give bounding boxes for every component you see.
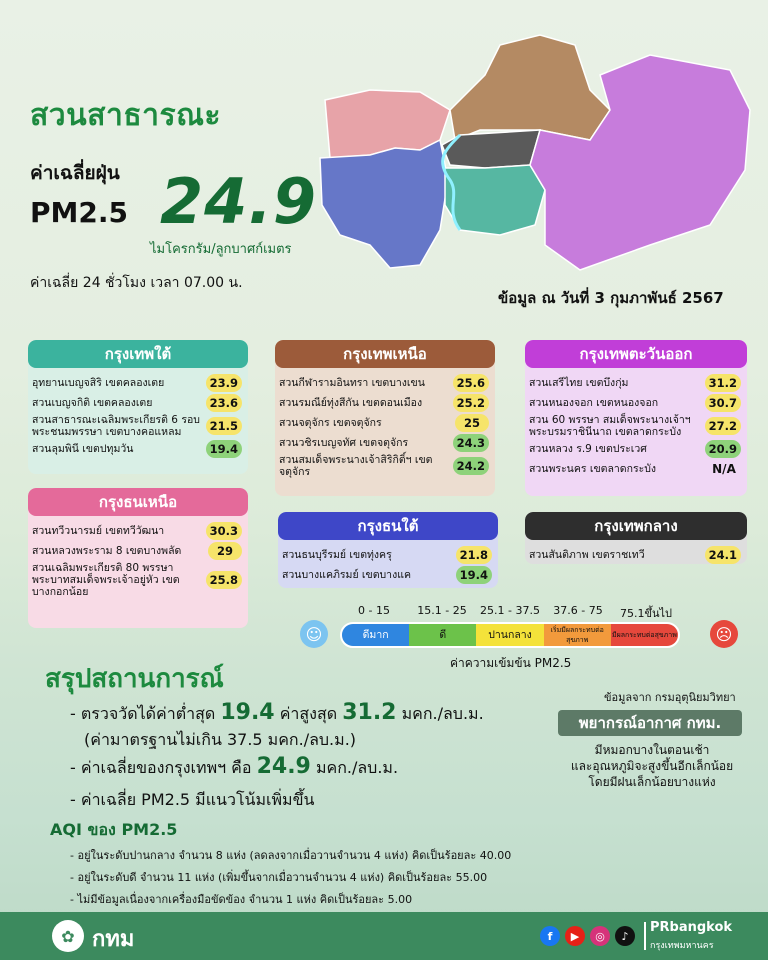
instagram-icon[interactable]: ◎ [590,926,610,946]
park-name: สวนธนบุรีรมย์ เขตทุ่งครุ [282,549,392,561]
scale-range-label: 0 - 15 [358,604,390,617]
park-name: สวนลุมพินี เขตปทุมวัน [32,443,134,455]
park-name: สวนกีฬารามอินทรา เขตบางเขน [279,377,425,389]
park-name: สวนเฉลิมพระเกียรติ 80 พรรษา พระบาทสมเด็จพระเจ้าอยู่หัว เขตบางกอกน้อย [32,562,180,598]
pm-value-badge: 21.5 [206,417,242,435]
zone-list-thonburi-north [28,516,248,604]
park-name: สวน 60 พรรษา สมเด็จพระนางเจ้าฯ พระบรมราชินีนาถ เขตลาดกระบัง [529,414,691,438]
park-row [32,394,242,412]
park-row [529,460,741,478]
forecast-source: ข้อมูลจาก กรมอุตุนิยมวิทยา [604,691,736,704]
scale-segment: ปานกลาง [476,624,543,646]
park-name: สวนจตุจักร เขตจตุจักร [279,417,382,429]
summary-min: 19.4 [220,700,275,725]
pm-value-badge: 23.6 [206,394,242,412]
brand-sub: กรุงเทพมหานคร [650,941,714,951]
park-name: สวนสันติภาพ เขตราชเทวี [529,549,645,561]
park-row [279,394,489,412]
good-face-icon: ☺ [300,620,328,648]
park-row [529,374,741,392]
zone-card-south [28,340,248,474]
zone-list-north [275,368,495,484]
forecast-line: มีหมอกบางในตอนเช้า [594,743,710,757]
scale-ranges [340,604,680,622]
zone-card-east [525,340,747,496]
park-row [529,394,741,412]
zone-title-east: กรุงเทพตะวันออก [525,340,747,368]
forecast-text [560,742,744,790]
park-row [282,546,492,564]
bad-face-icon: ☹ [710,620,738,648]
summary-title: สรุปสถานการณ์ [45,664,224,694]
park-row [279,374,489,392]
pm-value-badge: 24.1 [705,546,741,564]
summary-avg: 24.9 [256,754,311,779]
unit-label: ไมโครกรัม/ลูกบาศก์เมตร [150,242,292,257]
pm-value-badge: 19.4 [456,566,492,584]
scale-caption: ค่าความเข้มข้น PM2.5 [450,656,572,670]
scale-range-label: 75.1ขึ้นไป [619,607,673,620]
zone-title-north: กรุงเทพเหนือ [275,340,495,368]
bma-logo-icon: ✿ [52,920,84,952]
park-name: สวนหลวง ร.9 เขตประเวศ [529,443,647,455]
park-row [32,374,242,392]
summary-line-1-c: มคก./ลบ.ม. [396,704,484,723]
aqi-line: - อยู่ในระดับปานกลาง จำนวน 8 แห่ง (ลดลงจากเมื่อวานจำนวน 4 แห่ง) คิดเป็นร้อยละ 40.00 [70,849,512,862]
park-name: สวนสมเด็จพระนางเจ้าสิริกิติ์ฯ เขตจตุจักร [279,454,433,478]
pm-value-badge: 24.2 [453,457,489,475]
aqi-line: - ไม่มีข้อมูลเนื่องจากเครื่องมือขัดข้อง จำนวน 1 แห่ง คิดเป็นร้อยละ 5.00 [70,893,413,906]
summary-line-1 [70,700,484,727]
park-name: สวนพระนคร เขตลาดกระบัง [529,463,657,475]
park-name: สวนเสรีไทย เขตบึงกุ่ม [529,377,629,389]
summary-line-3-b: มคก./ลบ.ม. [310,758,399,777]
park-name: อุทยานเบญจสิริ เขตคลองเตย [32,377,165,389]
pm-value-badge: 29 [208,542,242,560]
zone-card-central [525,512,747,564]
summary-line-4: - ค่าเฉลี่ย PM2.5 มีแนวโน้มเพิ่มขึ้น [70,790,315,809]
divider [644,922,646,950]
forecast-line: และอุณหภูมิจะสูงขึ้นอีกเล็กน้อย [570,759,734,773]
forecast-title: พยากรณ์อากาศ กทม. [558,710,742,736]
park-row [282,566,492,584]
park-name: สวนรมณีย์ทุ่งสีกัน เขตดอนเมือง [279,397,423,409]
park-row [32,440,242,458]
scale-range-label: 25.1 - 37.5 [480,604,540,617]
summary-line-3 [70,754,398,781]
pm-label: PM2.5 [30,196,128,229]
zone-list-central [525,540,747,564]
park-row [279,414,489,432]
zone-list-east [525,368,747,484]
map-region-thonburi-south [320,140,448,268]
zone-list-south [28,368,248,464]
aqi-title: AQI ของ PM2.5 [50,820,178,839]
scale-segment: ดี [409,624,476,646]
map-region-south [445,165,545,235]
zone-card-north [275,340,495,496]
zone-title-south: กรุงเทพใต้ [28,340,248,368]
subtitle: ค่าเฉลี่ยฝุ่น [30,162,120,184]
zone-title-thonburi-north: กรุงธนเหนือ [28,488,248,516]
zone-card-thonburi-north [28,488,248,628]
zone-title-central: กรุงเทพกลาง [525,512,747,540]
scale-range-label: 37.6 - 75 [553,604,603,617]
average-note: ค่าเฉลี่ย 24 ชั่วโมง เวลา 07.00 น. [30,275,243,291]
pm-value-badge: 25.8 [206,571,242,589]
pm-average-value: 24.9 [160,165,317,238]
summary-line-1-b: ค่าสูงสุด [274,704,343,723]
scale-bar [340,622,680,648]
pm-value-badge: 24.3 [453,434,489,452]
park-row [32,414,242,438]
pm-value-badge: 30.7 [705,394,741,412]
summary-line-1-a: - ตรวจวัดได้ค่าต่ำสุด [70,704,221,723]
scale-segment: ดีมาก [342,624,409,646]
summary-line-3-a: - ค่าเฉลี่ยของกรุงเทพฯ คือ [70,758,257,777]
map-region-north [450,35,610,140]
pm-value-badge: 27.2 [705,417,741,435]
pm-value-badge: 21.8 [456,546,492,564]
pm-value-badge: 20.9 [705,440,741,458]
pm-value-badge: 25.2 [453,394,489,412]
scale-range-label: 15.1 - 25 [417,604,467,617]
park-name: สวนวชิรเบญจทัศ เขตจตุจักร [279,437,409,449]
park-row [529,440,741,458]
park-row [32,522,242,540]
zone-title-thonburi-south: กรุงธนใต้ [278,512,498,540]
aqi-line: - อยู่ในระดับดี จำนวน 11 แห่ง (เพิ่มขึ้นจากเมื่อวานจำนวน 4 แห่ง) คิดเป็นร้อยละ 55.00 [70,871,488,884]
scale-segment: เริ่มมีผลกระทบต่อสุขภาพ [544,624,611,646]
youtube-icon[interactable]: ▶ [565,926,585,946]
date-note: ข้อมูล ณ วันที่ 3 กุมภาพันธ์ 2567 [498,289,724,307]
park-name: สวนสาธารณะเฉลิมพระเกียรติ 6 รอบ พระชนมพรรษา เขตบางคอแหลม [32,414,200,438]
park-row [32,542,242,560]
park-name: สวนเบญจกิติ เขตคลองเตย [32,397,153,409]
pm-value-badge: 25.6 [453,374,489,392]
forecast-line: โดยมีฝนเล็กน้อยบางแห่ง [588,775,716,789]
pm-value-badge: 25 [455,414,489,432]
park-row [279,454,489,478]
page-title: สวนสาธารณะ [30,98,222,133]
park-name: สวนบางแคภิรมย์ เขตบางแค [282,569,411,581]
bangkok-map [310,30,760,280]
scale-segment: มีผลกระทบต่อสุขภาพ [611,624,678,646]
tiktok-icon[interactable]: ♪ [615,926,635,946]
park-row [279,434,489,452]
brand-name: PRbangkok [650,920,733,935]
logo-text: กทม [92,927,135,952]
park-name: สวนทวีวนารมย์ เขตทวีวัฒนา [32,525,165,537]
park-row [32,562,242,598]
pm-value-badge: 19.4 [206,440,242,458]
pm-value-badge: 31.2 [705,374,741,392]
pm-value-badge: 30.3 [206,522,242,540]
footer [0,912,768,960]
pm-value-badge: 23.9 [206,374,242,392]
summary-max: 31.2 [342,700,397,725]
facebook-icon[interactable]: f [540,926,560,946]
park-row [529,546,741,564]
zone-list-thonburi-south [278,540,498,588]
park-name: สวนหลวงพระราม 8 เขตบางพลัด [32,545,182,557]
park-row [529,414,741,438]
zone-card-thonburi-south [278,512,498,588]
park-name: สวนหนองจอก เขตหนองจอก [529,397,659,409]
summary-line-2: (ค่ามาตรฐานไม่เกิน 37.5 มคก./ลบ.ม.) [84,730,357,749]
pm-value-badge: N/A [712,462,736,476]
